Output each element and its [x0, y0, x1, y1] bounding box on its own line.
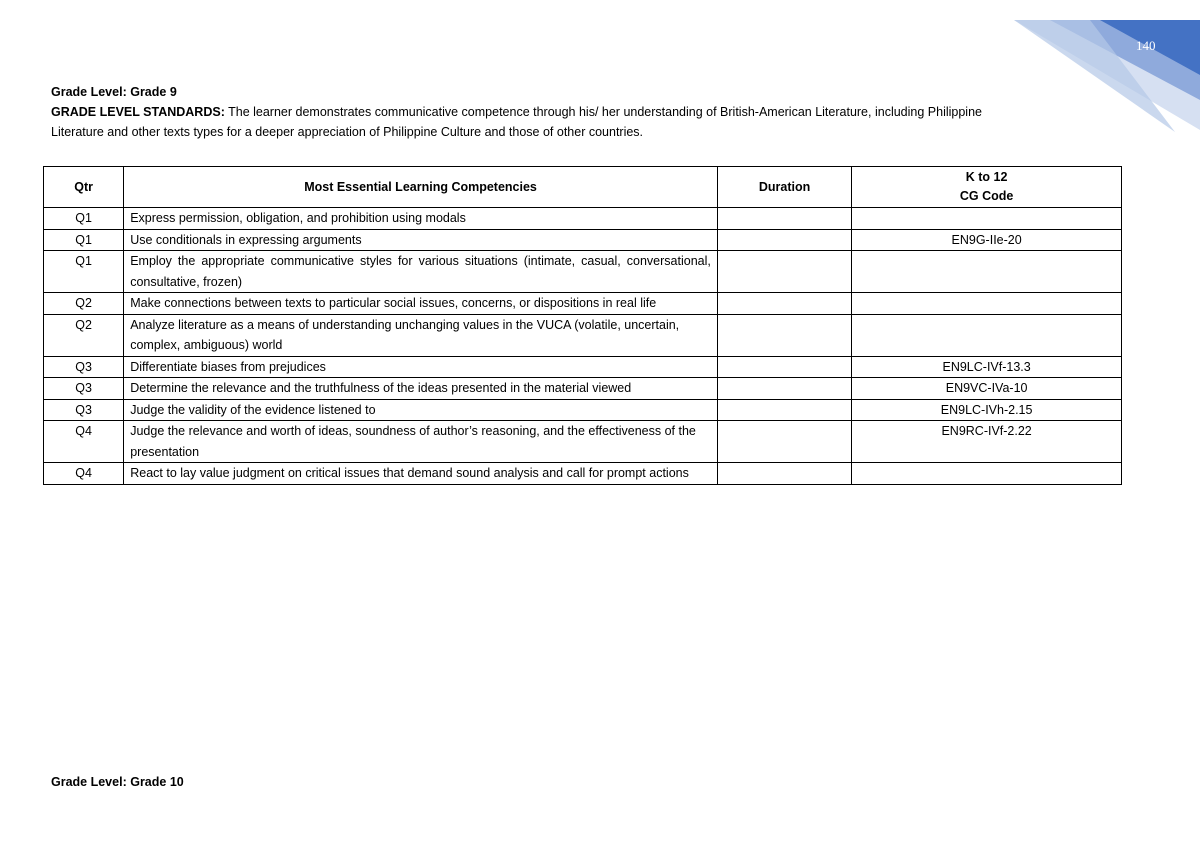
header-qtr: Qtr [44, 167, 124, 208]
qtr-cell: Q3 [44, 378, 124, 400]
page-number: 140 [1136, 38, 1156, 53]
table-row [44, 378, 1122, 400]
table-row [44, 251, 1122, 293]
cg-code-cell: EN9G-IIe-20 [852, 229, 1122, 251]
qtr-cell: Q3 [44, 356, 124, 378]
qtr-cell: Q1 [44, 208, 124, 230]
duration-cell [717, 463, 851, 485]
header-duration: Duration [717, 167, 851, 208]
duration-cell [717, 314, 851, 356]
competency-cell: Use conditionals in expressing arguments [124, 229, 718, 251]
grade-level-standards [51, 102, 1011, 142]
cg-code-cell [852, 463, 1122, 485]
duration-cell [717, 293, 851, 315]
grade-level-label: Grade Level: [51, 85, 127, 99]
table-row [44, 399, 1122, 421]
competency-cell: Analyze literature as a means of understanding unchanging values in the VUCA (volatile, uncertain, complex, ambiguous) world [124, 314, 718, 356]
duration-cell [717, 399, 851, 421]
cg-code-cell [852, 208, 1122, 230]
qtr-cell: Q2 [44, 293, 124, 315]
header-cg-code-line2: CG Code [959, 189, 1014, 203]
next-grade-level-label: Grade Level: [51, 775, 127, 789]
qtr-cell: Q1 [44, 229, 124, 251]
duration-cell [717, 356, 851, 378]
table-row [44, 463, 1122, 485]
duration-cell [717, 251, 851, 293]
cg-code-cell [852, 293, 1122, 315]
competency-cell: Determine the relevance and the truthfulness of the ideas presented in the material viewed [124, 378, 718, 400]
header-competencies: Most Essential Learning Competencies [124, 167, 718, 208]
competencies-table [43, 166, 1122, 485]
competency-cell: Judge the relevance and worth of ideas, soundness of author’s reasoning, and the effectiveness of the presentation [124, 421, 718, 463]
document-header [51, 82, 1011, 142]
table-row [44, 356, 1122, 378]
duration-cell [717, 421, 851, 463]
table-row [44, 293, 1122, 315]
header-cg-code-line1: K to 12 [965, 170, 1008, 184]
table-header-row [44, 167, 1122, 208]
next-grade-level-line [51, 775, 184, 789]
duration-cell [717, 378, 851, 400]
competency-cell: Express permission, obligation, and prohibition using modals [124, 208, 718, 230]
page-corner-decoration [1000, 0, 1200, 140]
table-row [44, 229, 1122, 251]
table-row [44, 421, 1122, 463]
qtr-cell: Q3 [44, 399, 124, 421]
competency-cell: Differentiate biases from prejudices [124, 356, 718, 378]
header-cg-code [852, 167, 1122, 208]
duration-cell [717, 229, 851, 251]
competency-cell: React to lay value judgment on critical issues that demand sound analysis and call for prompt actions [124, 463, 718, 485]
next-grade-level-value: Grade 10 [130, 775, 184, 789]
cg-code-cell: EN9RC-IVf-2.22 [852, 421, 1122, 463]
cg-code-cell [852, 314, 1122, 356]
standards-label: GRADE LEVEL STANDARDS: [51, 105, 225, 119]
grade-level-value: Grade 9 [130, 85, 177, 99]
qtr-cell: Q4 [44, 421, 124, 463]
table-row [44, 314, 1122, 356]
competency-cell: Make connections between texts to particular social issues, concerns, or dispositions in real life [124, 293, 718, 315]
cg-code-cell [852, 251, 1122, 293]
cg-code-cell: EN9VC-IVa-10 [852, 378, 1122, 400]
table-row [44, 208, 1122, 230]
qtr-cell: Q4 [44, 463, 124, 485]
cg-code-cell: EN9LC-IVh-2.15 [852, 399, 1122, 421]
duration-cell [717, 208, 851, 230]
standards-text: The learner demonstrates communicative competence through his/ her understanding of British-American Literature, including Philippine Literature and other texts types for a deeper appreciation of Philippine Culture and those of other countries. [51, 105, 982, 139]
grade-level-line [51, 82, 1011, 102]
qtr-cell: Q1 [44, 251, 124, 293]
cg-code-cell: EN9LC-IVf-13.3 [852, 356, 1122, 378]
competency-cell: Employ the appropriate communicative styles for various situations (intimate, casual, conversational, consultative, frozen) [124, 251, 718, 293]
competency-cell: Judge the validity of the evidence listened to [124, 399, 718, 421]
qtr-cell: Q2 [44, 314, 124, 356]
